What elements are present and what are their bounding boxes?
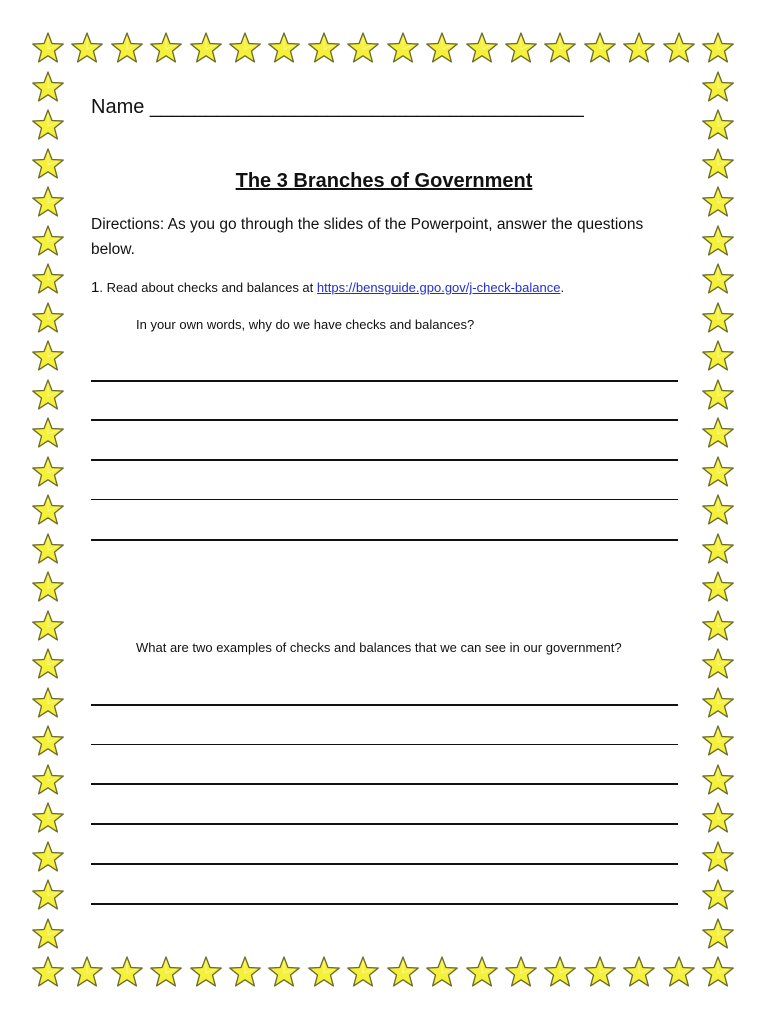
star-icon [228, 31, 262, 65]
star-icon [31, 339, 65, 373]
star-icon [662, 955, 696, 989]
star-icon [701, 647, 735, 681]
star-icon [583, 31, 617, 65]
star-icon [701, 763, 735, 797]
star-icon [31, 763, 65, 797]
star-icon [31, 724, 65, 758]
star-icon [346, 955, 380, 989]
star-icon [31, 455, 65, 489]
answer-line[interactable] [91, 539, 678, 541]
name-field[interactable] [91, 94, 584, 120]
star-icon [622, 955, 656, 989]
answer-line[interactable] [91, 783, 678, 785]
star-icon [465, 31, 499, 65]
star-icon [70, 955, 104, 989]
star-icon [31, 224, 65, 258]
answer-line[interactable] [91, 704, 678, 706]
star-icon [31, 840, 65, 874]
star-icon [701, 493, 735, 527]
star-icon [701, 378, 735, 412]
prompt-why-checks: In your own words, why do we have checks and balances? [136, 317, 475, 332]
star-icon [149, 955, 183, 989]
star-icon [701, 955, 735, 989]
star-icon [701, 416, 735, 450]
star-icon [701, 917, 735, 951]
star-icon [31, 647, 65, 681]
star-icon [425, 31, 459, 65]
star-icon [386, 31, 420, 65]
star-icon [701, 108, 735, 142]
question-1-end: . [560, 280, 565, 295]
star-icon [228, 955, 262, 989]
star-icon [189, 955, 223, 989]
question-1-text: . Read about checks and balances at [99, 280, 317, 295]
star-icon [701, 801, 735, 835]
star-icon [543, 31, 577, 65]
answer-line[interactable] [91, 863, 678, 865]
star-icon [662, 31, 696, 65]
star-icon [31, 570, 65, 604]
prompt-examples: What are two examples of checks and balances that we can see in our government? [136, 640, 622, 655]
star-icon [622, 31, 656, 65]
star-icon [701, 532, 735, 566]
star-icon [701, 455, 735, 489]
answer-line[interactable] [91, 903, 678, 905]
star-icon [701, 686, 735, 720]
star-icon [701, 339, 735, 373]
star-icon [701, 224, 735, 258]
star-icon [31, 493, 65, 527]
star-icon [701, 878, 735, 912]
name-label: Name [91, 96, 145, 118]
star-icon [70, 31, 104, 65]
star-icon [307, 955, 341, 989]
star-icon [31, 108, 65, 142]
answer-line[interactable] [91, 499, 678, 500]
star-icon [31, 955, 65, 989]
star-icon [386, 955, 420, 989]
directions-text: Directions: As you go through the slides of the Powerpoint, answer the questions below. [91, 216, 644, 258]
star-icon [701, 570, 735, 604]
star-icon [31, 378, 65, 412]
star-icon [267, 955, 301, 989]
star-icon [701, 840, 735, 874]
star-icon [110, 31, 144, 65]
star-icon [31, 262, 65, 296]
star-icon [701, 301, 735, 335]
page-title: The 3 Branches of Government [235, 170, 533, 192]
star-icon [31, 878, 65, 912]
star-icon [504, 31, 538, 65]
name-blank: _______________________________________ [149, 96, 584, 118]
star-icon [504, 955, 538, 989]
star-icon [267, 31, 301, 65]
star-icon [543, 955, 577, 989]
star-icon [425, 955, 459, 989]
star-icon [31, 609, 65, 643]
star-icon [31, 532, 65, 566]
star-icon [465, 955, 499, 989]
answer-line[interactable] [91, 744, 678, 745]
question-number: 1 [91, 279, 100, 296]
star-icon [31, 301, 65, 335]
star-icon [701, 609, 735, 643]
star-icon [307, 31, 341, 65]
star-icon [110, 955, 144, 989]
checks-balance-link[interactable]: https://bensguide.gpo.gov/j-check-balance [316, 280, 561, 295]
answer-line[interactable] [91, 823, 678, 825]
star-icon [149, 31, 183, 65]
star-icon [583, 955, 617, 989]
answer-line[interactable] [91, 419, 678, 421]
answer-line[interactable] [91, 380, 678, 382]
star-icon [701, 262, 735, 296]
star-icon [31, 416, 65, 450]
star-icon [701, 31, 735, 65]
answer-line[interactable] [91, 459, 678, 461]
star-icon [31, 31, 65, 65]
star-icon [189, 31, 223, 65]
star-icon [31, 686, 65, 720]
star-icon [31, 70, 65, 104]
question-1 [91, 279, 691, 297]
star-icon [31, 917, 65, 951]
star-icon [701, 724, 735, 758]
star-icon [701, 70, 735, 104]
star-icon [346, 31, 380, 65]
star-icon [31, 801, 65, 835]
